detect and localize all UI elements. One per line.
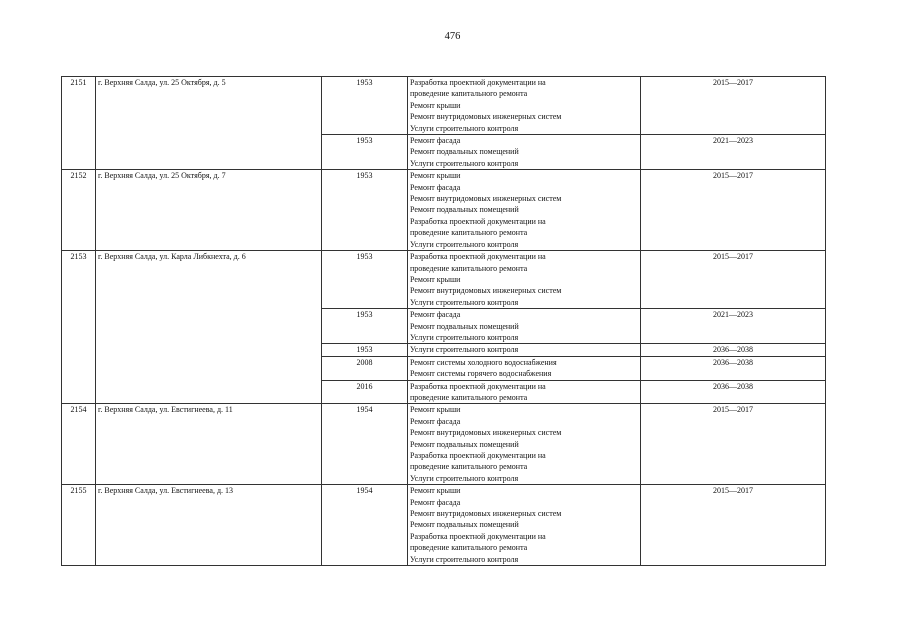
period-cell: 2021—2023	[641, 135, 826, 170]
period-cell: 2015—2017	[641, 404, 826, 485]
work-item: Ремонт внутридомовых инженерных систем	[410, 428, 562, 438]
table-row	[62, 170, 826, 251]
work-item: проведение капитального ремонта	[410, 543, 528, 553]
period-cell: 2036—2038	[641, 380, 826, 404]
period-cell: 2021—2023	[641, 309, 826, 344]
work-item: Ремонт подвальных помещений	[410, 520, 519, 530]
year-cell: 1953	[322, 77, 408, 135]
year-cell: 1954	[322, 485, 408, 566]
work-item: проведение капитального ремонта	[410, 462, 528, 472]
works-cell	[408, 344, 641, 356]
registry-table	[61, 76, 826, 566]
table-row	[62, 485, 826, 566]
work-item: Ремонт фасада	[410, 182, 461, 192]
period-cell: 2015—2017	[641, 485, 826, 566]
address-cell: г. Верхняя Салда, ул. Евстигнеева, д. 13	[96, 485, 322, 566]
work-item: Разработка проектной документации на	[410, 252, 546, 262]
work-item: проведение капитального ремонта	[410, 89, 528, 99]
work-item: Ремонт подвальных помещений	[410, 205, 519, 215]
year-cell: 1953	[322, 135, 408, 170]
work-item: Ремонт внутридомовых инженерных систем	[410, 509, 562, 519]
work-item: Ремонт крыши	[410, 274, 461, 284]
works-cell	[408, 135, 641, 170]
page-number: 476	[444, 31, 461, 42]
work-item: Ремонт крыши	[410, 405, 461, 415]
work-item: Разработка проектной документации на	[410, 381, 546, 391]
work-item: Услуги строительного контроля	[410, 332, 519, 342]
works-cell	[408, 170, 641, 251]
work-item: Услуги строительного контроля	[410, 473, 519, 483]
address-cell: г. Верхняя Салда, ул. Карла Либкнехта, д. 6	[96, 251, 322, 404]
works-cell	[408, 309, 641, 344]
work-item: Ремонт внутридомовых инженерных систем	[410, 112, 562, 122]
work-item: Ремонт крыши	[410, 100, 461, 110]
row-number: 2154	[62, 404, 96, 485]
row-number: 2153	[62, 251, 96, 404]
table-row	[62, 77, 826, 135]
work-item: Ремонт крыши	[410, 486, 461, 496]
work-item: Ремонт подвальных помещений	[410, 439, 519, 449]
work-item: Услуги строительного контроля	[410, 345, 519, 355]
works-cell	[408, 404, 641, 485]
year-cell: 1954	[322, 404, 408, 485]
registry-table-body	[62, 77, 826, 566]
work-item: Ремонт системы холодного водоснабжения	[410, 357, 557, 367]
work-item: Услуги строительного контроля	[410, 158, 519, 168]
work-item: Разработка проектной документации на	[410, 531, 546, 541]
period-cell: 2015—2017	[641, 251, 826, 309]
works-cell	[408, 77, 641, 135]
row-number: 2152	[62, 170, 96, 251]
table-row	[62, 404, 826, 485]
works-cell	[408, 356, 641, 380]
address-cell: г. Верхняя Салда, ул. 25 Октября, д. 5	[96, 77, 322, 170]
period-cell: 2036—2038	[641, 356, 826, 380]
year-cell: 1953	[322, 170, 408, 251]
year-cell: 2008	[322, 356, 408, 380]
work-item: Услуги строительного контроля	[410, 123, 519, 133]
work-item: Ремонт подвальных помещений	[410, 321, 519, 331]
work-item: проведение капитального ремонта	[410, 392, 528, 402]
work-item: Ремонт крыши	[410, 171, 461, 181]
work-item: Ремонт фасада	[410, 497, 461, 507]
works-cell	[408, 485, 641, 566]
work-item: Разработка проектной документации на	[410, 451, 546, 460]
work-item: Ремонт внутридомовых инженерных систем	[410, 194, 562, 204]
work-item: Услуги строительного контроля	[410, 554, 519, 564]
row-number: 2155	[62, 485, 96, 566]
work-item: Услуги строительного контроля	[410, 297, 519, 307]
year-cell: 1953	[322, 309, 408, 344]
period-cell: 2036—2038	[641, 344, 826, 356]
work-item: Разработка проектной документации на	[410, 78, 546, 87]
work-item: Ремонт системы горячего водоснабжения	[410, 369, 552, 379]
table-row	[62, 251, 826, 309]
work-item: Ремонт внутридомовых инженерных систем	[410, 286, 562, 296]
address-cell: г. Верхняя Салда, ул. Евстигнеева, д. 11	[96, 404, 322, 485]
year-cell: 1953	[322, 251, 408, 309]
row-number: 2151	[62, 77, 96, 170]
period-cell: 2015—2017	[641, 77, 826, 135]
work-item: Ремонт фасада	[410, 416, 461, 426]
works-cell	[408, 380, 641, 404]
work-item: проведение капитального ремонта	[410, 228, 528, 238]
work-item: Разработка проектной документации на	[410, 216, 546, 226]
year-cell: 1953	[322, 344, 408, 356]
address-cell: г. Верхняя Салда, ул. 25 Октября, д. 7	[96, 170, 322, 251]
year-cell: 2016	[322, 380, 408, 404]
work-item: Услуги строительного контроля	[410, 239, 519, 249]
works-cell	[408, 251, 641, 309]
period-cell: 2015—2017	[641, 170, 826, 251]
work-item: Ремонт подвальных помещений	[410, 147, 519, 157]
work-item: Ремонт фасада	[410, 136, 461, 146]
work-item: проведение капитального ремонта	[410, 263, 528, 273]
work-item: Ремонт фасада	[410, 310, 461, 320]
